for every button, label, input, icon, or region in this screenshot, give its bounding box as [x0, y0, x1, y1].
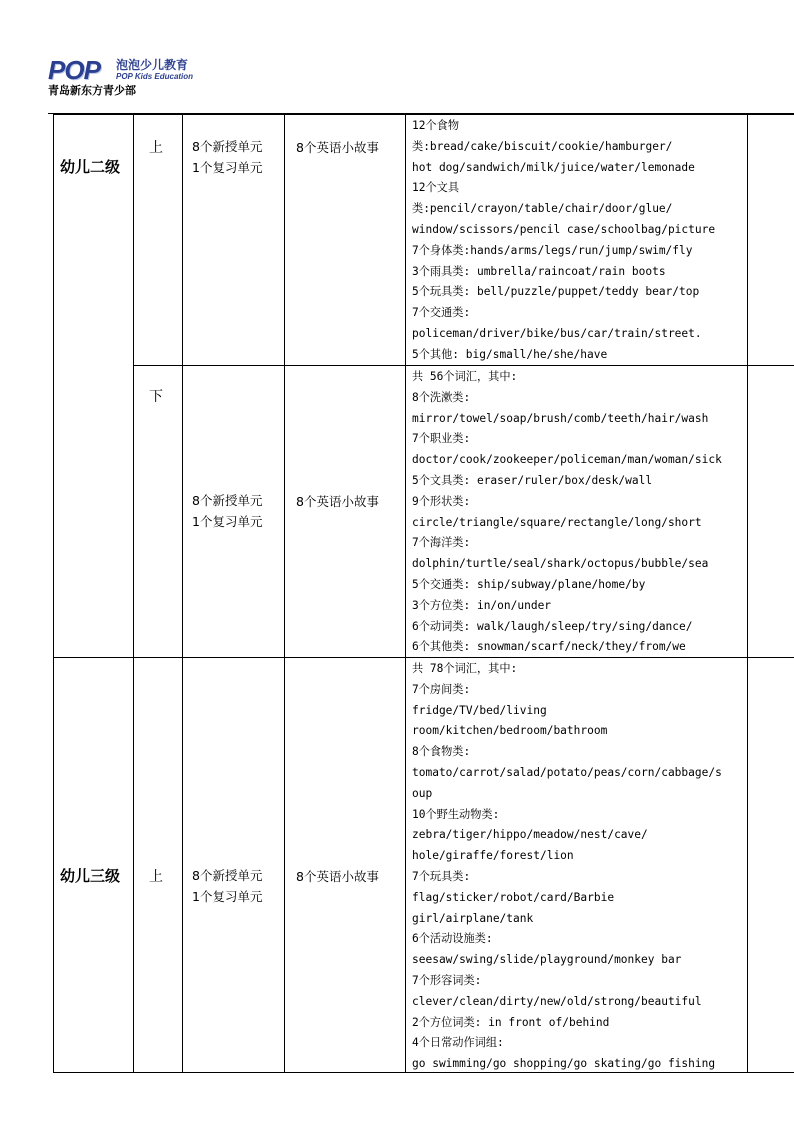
vocab-line: 7个身体类:hands/arms/legs/run/jump/swim/fly	[412, 243, 693, 257]
vocab-line: 8个食物类:	[412, 745, 471, 759]
units-cell	[192, 490, 262, 532]
vocab-line: girl/airplane/tank	[412, 911, 534, 925]
vocab-line: flag/sticker/robot/card/Barbie	[412, 890, 615, 904]
vocab-line: 4个日常动作词组:	[412, 1036, 504, 1050]
vocab-line: 2个方位词类: in front of/behind	[412, 1015, 610, 1029]
vocab-line: 12个食物	[412, 119, 460, 132]
vocab-line: clever/clean/dirty/new/old/strong/beautiful	[412, 994, 702, 1008]
term-cell: 上	[149, 140, 163, 156]
logo-mark: POP	[48, 55, 100, 85]
review-units: 1个复习单元	[192, 160, 263, 175]
stories-cell: 8个英语小故事	[296, 494, 379, 509]
vocab-line: 7个海洋类:	[412, 536, 471, 550]
vocab-line: 7个玩具类:	[412, 869, 471, 883]
review-units: 1个复习单元	[192, 889, 263, 904]
vocab-line: 7个职业类:	[412, 432, 471, 446]
vocab-line: seesaw/swing/slide/playground/monkey bar	[412, 953, 682, 967]
col-border-1	[133, 114, 134, 1073]
vocab-line: 9个形状类:	[412, 494, 471, 508]
new-units: 8个新授单元	[192, 493, 263, 508]
vocab-line: 7个交通类:	[412, 306, 471, 320]
stories-cell: 8个英语小故事	[296, 140, 379, 155]
vocab-line: mirror/towel/soap/brush/comb/teeth/hair/wash	[412, 411, 709, 425]
vocab-line: 7个形容词类:	[412, 973, 482, 987]
vocab-line: 3个方位类: in/on/under	[412, 598, 552, 612]
vocab-line: 8个洗漱类:	[412, 390, 471, 404]
units-cell	[192, 136, 262, 178]
vocab-cell	[412, 659, 792, 1075]
new-units: 8个新授单元	[192, 139, 263, 154]
vocab-cell	[412, 367, 792, 658]
logo-english-name: POP Kids Education	[116, 72, 194, 81]
vocab-line: tomato/carrot/salad/potato/peas/corn/cabbage/s	[412, 765, 722, 779]
vocab-line: 7个房间类:	[412, 682, 471, 696]
term-cell: 上	[149, 869, 163, 885]
review-units: 1个复习单元	[192, 514, 263, 529]
col-border-2	[182, 114, 183, 1073]
vocab-line: 6个活动设施类:	[412, 932, 493, 946]
vocab-line: 3个雨具类: umbrella/raincoat/rain boots	[412, 264, 666, 278]
vocab-line: 共 56个词汇，其中:	[412, 370, 518, 383]
logo	[48, 56, 208, 84]
vocab-line: 5个其他: big/small/he/she/have	[412, 347, 608, 361]
vocab-line: hole/giraffe/forest/lion	[412, 849, 574, 863]
vocab-line: oup	[412, 786, 433, 800]
vocab-line: 6个其他类: snowman/scarf/neck/they/from/we	[412, 640, 686, 654]
vocab-line: doctor/cook/zookeeper/policeman/man/woman/sick	[412, 453, 722, 467]
vocab-line: 共 78个词汇，其中:	[412, 662, 518, 675]
level-cell: 幼儿二级	[60, 158, 121, 176]
level-cell: 幼儿三级	[60, 867, 121, 885]
vocab-line: dolphin/turtle/seal/shark/octopus/bubble/sea	[412, 557, 709, 571]
vocab-line: 类:bread/cake/biscuit/cookie/hamburger/	[412, 139, 673, 153]
col-border-3	[284, 114, 285, 1073]
table-top-border	[53, 114, 747, 115]
units-cell	[192, 865, 262, 907]
vocab-line: zebra/tiger/hippo/meadow/nest/cave/	[412, 828, 648, 842]
vocab-line: window/scissors/pencil case/schoolbag/picture	[412, 222, 716, 236]
vocab-line: fridge/TV/bed/living	[412, 703, 547, 717]
vocab-line: 5个玩具类: bell/puzzle/puppet/teddy bear/top	[412, 285, 700, 299]
vocab-line: 类:pencil/crayon/table/chair/door/glue/	[412, 202, 673, 216]
vocab-line: 5个交通类: ship/subway/plane/home/by	[412, 577, 646, 591]
col-border-0	[53, 114, 54, 1073]
header-subtitle: 青岛新东方青少部	[48, 84, 136, 97]
vocab-cell	[412, 116, 792, 366]
new-units: 8个新授单元	[192, 868, 263, 883]
vocab-line: circle/triangle/square/rectangle/long/short	[412, 515, 702, 529]
logo-chinese-name: 泡泡少儿教育	[116, 58, 189, 72]
table-top-border-ext	[747, 114, 794, 115]
vocab-line: hot dog/sandwich/milk/juice/water/lemonade	[412, 160, 695, 174]
vocab-line: go swimming/go shopping/go skating/go fishing	[412, 1057, 716, 1071]
term-cell: 下	[149, 389, 163, 405]
stories-cell: 8个英语小故事	[296, 869, 379, 884]
vocab-line: 10个野生动物类:	[412, 807, 500, 821]
vocab-line: 12个文具	[412, 181, 460, 195]
vocab-line: 6个动词类: walk/laugh/sleep/try/sing/dance/	[412, 619, 693, 633]
vocab-line: policeman/driver/bike/bus/car/train/street.	[412, 326, 702, 340]
col-border-4	[405, 114, 406, 1073]
vocab-line: 5个文具类: eraser/ruler/box/desk/wall	[412, 473, 653, 487]
vocab-line: room/kitchen/bedroom/bathroom	[412, 724, 608, 738]
